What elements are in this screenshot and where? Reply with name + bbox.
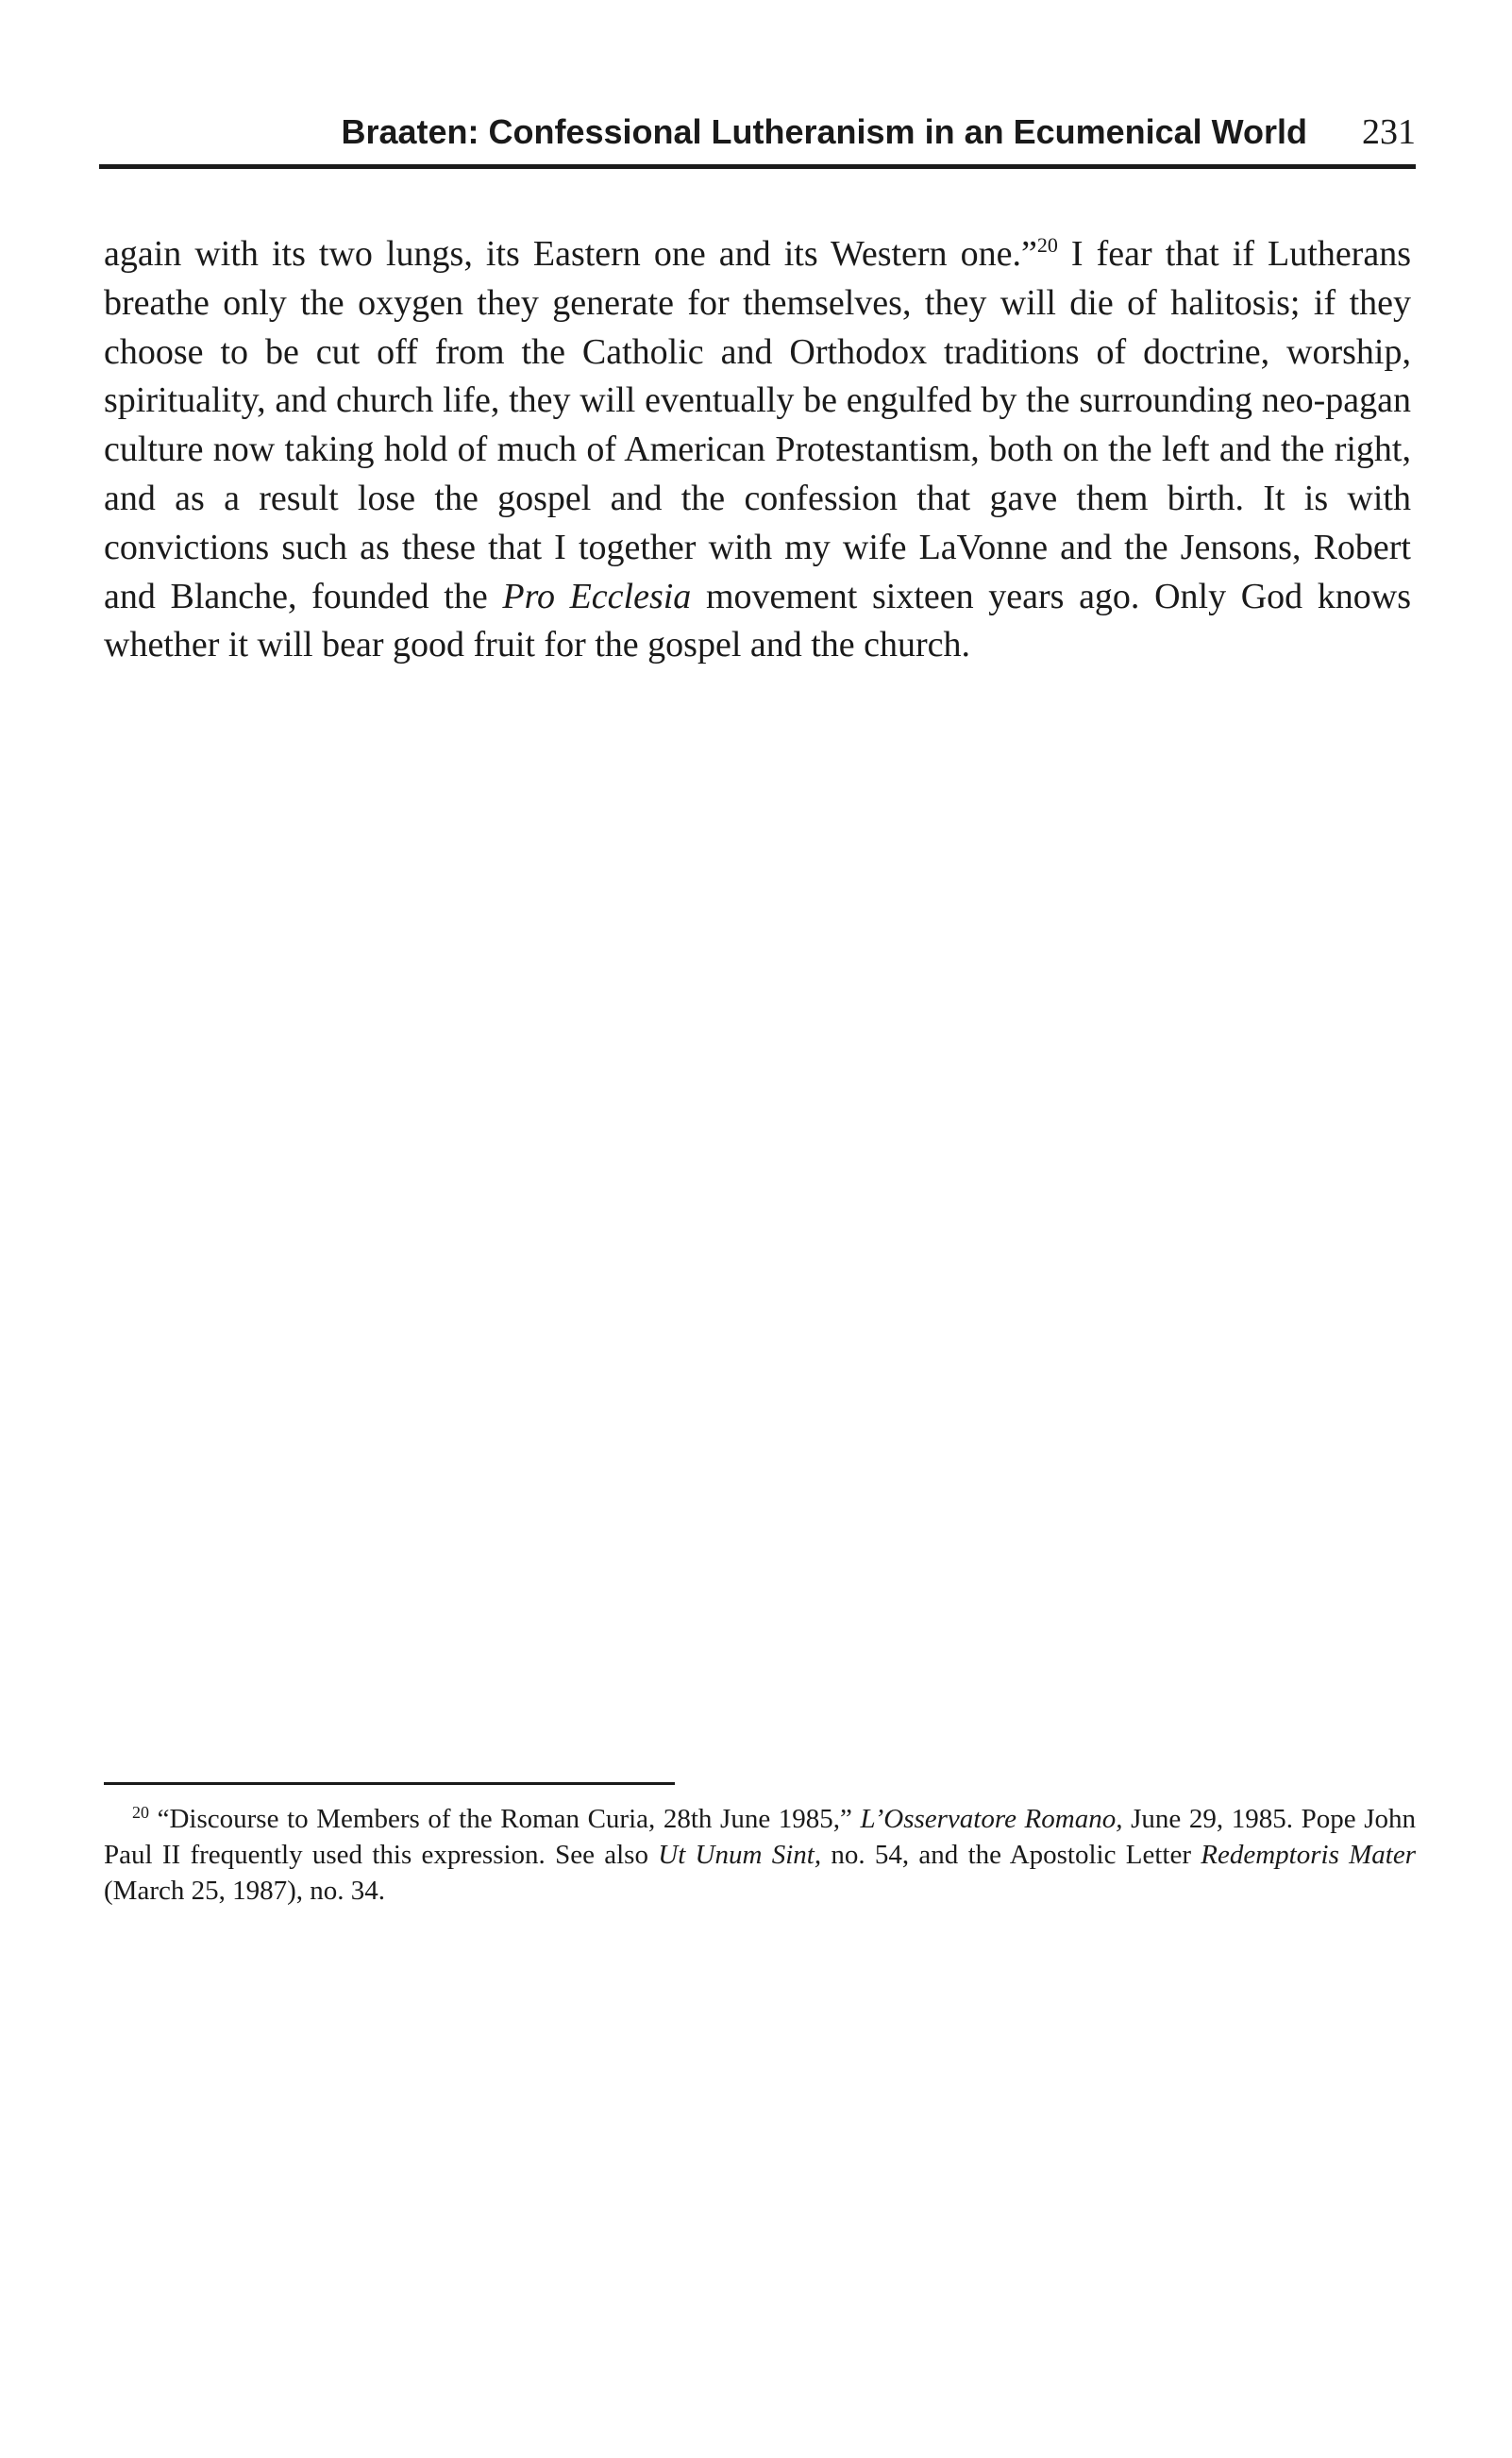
body-paragraph <box>104 230 1411 670</box>
footnote-text-segment: (March 25, 1987), no. 34. <box>104 1876 386 1906</box>
page-number: 231 <box>1362 112 1416 152</box>
journal-title-italic: Pro Ecclesia <box>502 576 692 616</box>
header-rule <box>99 164 1416 169</box>
body-text-segment: again with its two lungs, its Eastern one and its Western one.” <box>104 234 1037 274</box>
footnote-italic: L’Osservatore Romano, <box>860 1804 1123 1834</box>
footnote-italic: Ut Unum Sint, <box>658 1840 822 1870</box>
footnote-text-segment: no. 54, and the Apostolic Letter <box>821 1840 1201 1870</box>
footnote-text-segment: June 29, 1985. Pope John Paul II frequently used this expression. See also <box>104 1804 1416 1870</box>
running-title: Braaten: Confessional Lutheranism in an Ecumenical World <box>341 112 1307 151</box>
footnote-separator <box>104 1782 675 1785</box>
footnote-italic: Redemptoris Mater <box>1201 1840 1417 1870</box>
footnote-text-segment: “Discourse to Members of the Roman Curia, 28th June 1985,” <box>149 1804 861 1834</box>
footnote <box>104 1801 1416 1909</box>
footnote-number: 20 <box>132 1803 149 1822</box>
running-header <box>99 111 1416 159</box>
body-text-segment: I fear that if Lutherans breathe only the oxygen they generate for themselves, they will die of halitosis; if they choose to be cut off from the Catholic and Orthodox traditions of doctrine, worship, spirituality, and church life, they will eventually be engulfed by the surrounding neo-pagan culture now taking hold of much of American Protestantism, both on the left and the right, and as a result lose the gospel and the confession that gave them birth. It is with convictions such as these that I together with my wife LaVonne and the Jensons, Robert and Blanche, founded the <box>104 234 1411 616</box>
body-text-segment: movement sixteen years ago. Only God knows whether it will bear good fruit for the gospel and the church. <box>104 576 1412 665</box>
footnote-reference: 20 <box>1036 233 1058 257</box>
